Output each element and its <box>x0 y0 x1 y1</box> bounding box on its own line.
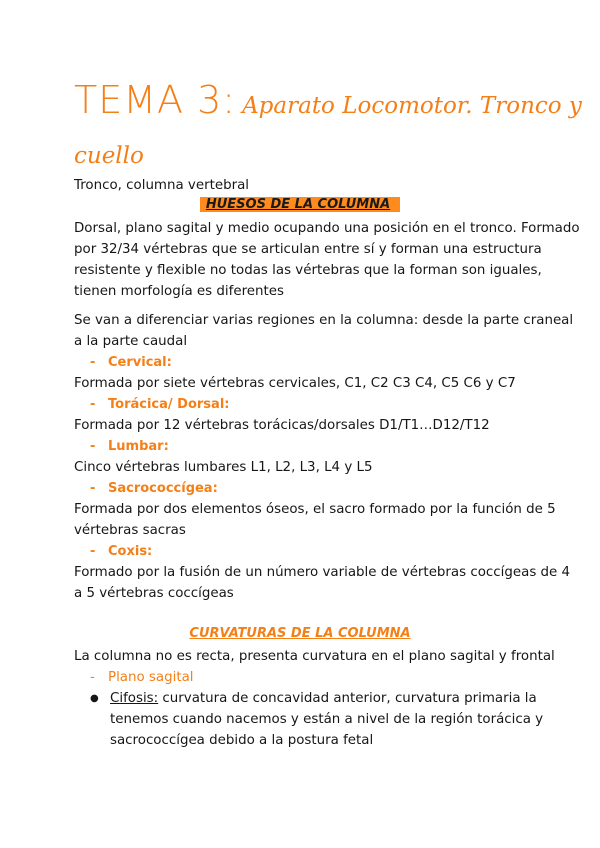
intro-text: Tronco, columna vertebral <box>74 178 250 193</box>
term-cifosis: Cifosis: <box>110 691 159 706</box>
bullet-icon: ● <box>90 693 99 704</box>
bullet-text-line: tenemos cuando nacemos y están a nivel de la región torácica y <box>110 712 544 727</box>
paragraph-line: Dorsal, plano sagital y medio ocupando una posición en el tronco. Formado <box>74 221 580 236</box>
region-heading-toracica: - Torácica/ Dorsal: <box>90 397 230 412</box>
paragraph-line: Se van a diferenciar varias regiones en la columna: desde la parte craneal <box>74 313 574 328</box>
region-text: Formada por siete vértebras cervicales, C1, C2 C3 C4, C5 C6 y C7 <box>74 376 516 391</box>
section-heading-curvaturas <box>0 626 600 641</box>
title-tema: TEMA 3: <box>74 78 237 122</box>
document-title <box>74 78 582 122</box>
region-heading-coxis: - Coxis: <box>90 544 153 559</box>
plane-item: - Plano sagital <box>90 670 194 685</box>
heading-curvaturas-text: CURVATURAS DE LA COLUMNA <box>189 626 411 641</box>
document-title-cont <box>74 143 144 169</box>
section-heading-huesos <box>0 197 600 212</box>
region-text: vértebras sacras <box>74 523 186 538</box>
heading-huesos-text: HUESOS DE LA COLUMNA <box>200 197 400 212</box>
bullet-item-cifosis: ● Cifosis: curvatura de concavidad anterior, curvatura primaria la <box>90 689 537 709</box>
region-text: Cinco vértebras lumbares L1, L2, L3, L4 y L5 <box>74 460 373 475</box>
region-heading-cervical: - Cervical: <box>90 355 172 370</box>
region-text: Formada por dos elementos óseos, el sacro formado por la función de 5 <box>74 502 556 517</box>
region-heading-lumbar: - Lumbar: <box>90 439 169 454</box>
region-text: a 5 vértebras coccígeas <box>74 586 234 601</box>
region-text: Formada por 12 vértebras torácicas/dorsales D1/T1…D12/T12 <box>74 418 490 433</box>
region-heading-sacrococcigea: - Sacrococcígea: <box>90 481 218 496</box>
bullet-text-line: sacrococcígea debido a la postura fetal <box>110 733 374 748</box>
paragraph-line: tienen morfología es diferentes <box>74 284 284 299</box>
title-subtitle: Aparato Locomotor. Tronco y <box>242 93 582 119</box>
region-text: Formado por la fusión de un número variable de vértebras coccígeas de 4 <box>74 565 571 580</box>
paragraph-line: por 32/34 vértebras que se articulan entre sí y forman una estructura <box>74 242 542 257</box>
paragraph-line: a la parte caudal <box>74 334 188 349</box>
paragraph-line: La columna no es recta, presenta curvatura en el plano sagital y frontal <box>74 649 555 664</box>
paragraph-line: resistente y flexible no todas las vértebras que la forman son iguales, <box>74 263 542 278</box>
title-subtitle-cont: cuello <box>74 143 144 169</box>
